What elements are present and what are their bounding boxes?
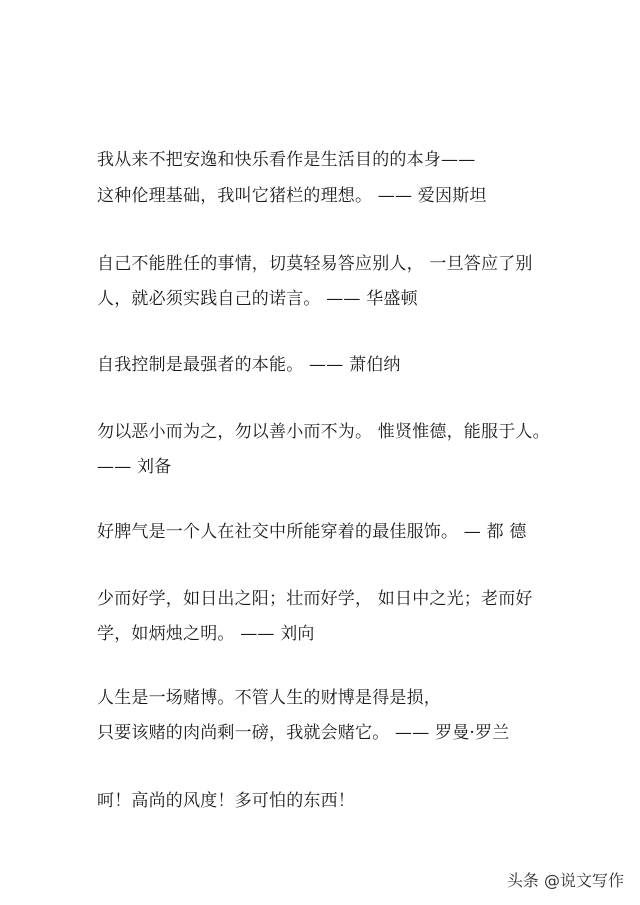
quote-8-line-1: 呵！高尚的风度！多可怕的东西！ (97, 791, 355, 811)
quote-2-line-1: 自己不能胜任的事情，切莫轻易答应别人， 一旦答应了别 (97, 254, 533, 274)
watermark-text: 头条 @说文写作 (506, 871, 624, 890)
quote-3-line-1: 自我控制是最强者的本能。 —— 萧伯纳 (97, 355, 401, 375)
quote-4-line-2: —— 刘备 (97, 457, 172, 477)
quote-2-line-2: 人，就必须实践自己的诺言。 —— 华盛顿 (97, 289, 418, 309)
quote-6-line-1: 少而好学，如日出之阳；壮而好学， 如日中之光；老而好 (97, 589, 533, 609)
quote-1-line-1: 我从来不把安逸和快乐看作是生活目的的本身—— (97, 150, 476, 170)
quote-6-line-2: 学，如炳烛之明。 —— 刘向 (97, 624, 315, 644)
quote-7-line-2: 只要该赌的肉尚剩一磅，我就会赌它。 —— 罗曼·罗兰 (97, 723, 510, 743)
quote-5-line-1: 好脾气是一个人在社交中所能穿着的最佳服饰。 — 都 德 (97, 522, 527, 542)
quote-4-line-1: 勿以恶小而为之，勿以善小而不为。 惟贤惟德，能服于人。 (97, 422, 550, 442)
quote-7-line-1: 人生是一场赌博。不管人生的财博是得是损， (97, 688, 441, 708)
quote-1-line-2: 这种伦理基础，我叫它猪栏的理想。 —— 爱因斯坦 (97, 186, 487, 206)
